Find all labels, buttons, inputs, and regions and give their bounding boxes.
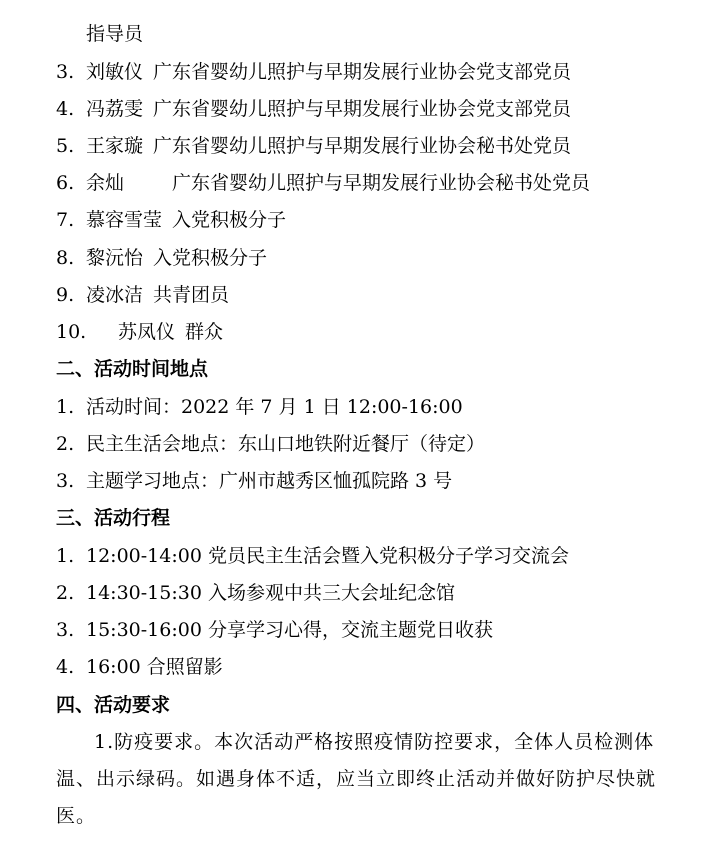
participant-name: 黎沅怡 (86, 247, 144, 269)
item-number: 5. (56, 135, 75, 157)
item-number: 2. (56, 433, 75, 455)
participant-desc: 广东省婴幼儿照护与早期发展行业协会党支部党员 (153, 61, 572, 83)
participant-item-10 (56, 320, 223, 344)
item-number: 1. (56, 396, 75, 418)
section3-item-1 (56, 544, 569, 568)
item-number: 3. (56, 61, 75, 83)
section3-item-3 (56, 618, 493, 642)
participant-item-3 (56, 60, 571, 84)
section3-item-2 (56, 581, 455, 605)
item-number: 4. (56, 98, 75, 120)
section2-item-2 (56, 432, 485, 456)
participant-desc: 共青团员 (153, 284, 230, 306)
item-number: 2. (56, 582, 75, 604)
participant-item-7 (56, 208, 286, 232)
participant-desc: 广东省婴幼儿照护与早期发展行业协会党支部党员 (153, 98, 572, 120)
participant-name: 王家璇 (86, 135, 144, 157)
section3-item-4 (56, 655, 223, 679)
item-text: 活动时间：2022 年 7 月 1 日 12:00-16:00 (86, 396, 463, 418)
participant-name: 刘敏仪 (86, 61, 144, 83)
participant-name: 慕容雪莹 (86, 209, 163, 231)
participant-item-8 (56, 246, 267, 270)
item-number: 7. (56, 209, 75, 231)
participant-item-5 (56, 134, 571, 158)
participant-desc: 入党积极分子 (153, 247, 268, 269)
section2-item-1 (56, 395, 463, 419)
participant-name: 冯荔雯 (86, 98, 144, 120)
item-number: 6. (56, 172, 75, 194)
section-heading-time-place: 二、活动时间地点 (56, 358, 209, 380)
item-text: 14:30-15:30 入场参观中共三大会址纪念馆 (86, 582, 455, 604)
item-number: 4. (56, 656, 75, 678)
participant-desc: 广东省婴幼儿照护与早期发展行业协会秘书处党员 (172, 172, 591, 194)
cont-text: 指导员 (86, 23, 144, 45)
participant-desc: 入党积极分子 (172, 209, 287, 231)
item-text: 16:00 合照留影 (86, 656, 223, 678)
item-number: 9. (56, 284, 75, 306)
item-number: 3. (56, 470, 75, 492)
participant-desc: 群众 (185, 321, 224, 343)
participant-name: 凌冰洁 (86, 284, 144, 306)
participant-item-4 (56, 97, 571, 121)
participant-desc: 广东省婴幼儿照护与早期发展行业协会秘书处党员 (153, 135, 572, 157)
item-number: 1. (56, 545, 75, 567)
participant-name: 余灿 (86, 172, 125, 194)
participant-name: 苏凤仪 (118, 321, 176, 343)
item-text: 民主生活会地点：东山口地铁附近餐厅（待定） (86, 433, 486, 455)
participant-cont-line (86, 22, 143, 46)
item-text: 主题学习地点：广州市越秀区恤孤院路 3 号 (86, 470, 453, 492)
requirement-paragraph: 1.防疫要求。本次活动严格按照疫情防控要求，全体人员检测体温、出示绿码。如遇身体不适，应当立即终止活动并做好防护尽快就医。 (56, 731, 657, 827)
item-number: 10. (56, 321, 87, 343)
item-text: 15:30-16:00 分享学习心得，交流主题党日收获 (86, 619, 493, 641)
section-heading-schedule: 三、活动行程 (56, 507, 171, 529)
section-heading-requirements: 四、活动要求 (56, 694, 171, 716)
item-text: 12:00-14:00 党员民主生活会暨入党积极分子学习交流会 (86, 545, 569, 567)
participant-item-9 (56, 283, 229, 307)
item-number: 3. (56, 619, 75, 641)
participant-item-6 (56, 171, 590, 195)
item-number: 8. (56, 247, 75, 269)
section2-item-3 (56, 469, 452, 493)
